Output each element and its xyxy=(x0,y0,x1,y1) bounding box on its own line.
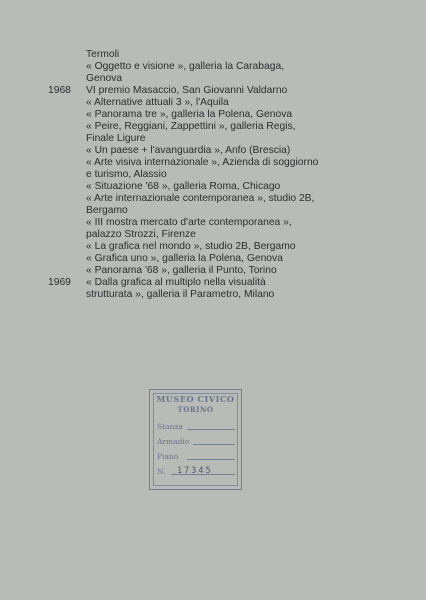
list-line xyxy=(0,181,426,193)
list-line xyxy=(0,217,426,229)
list-line xyxy=(0,109,426,121)
exhibition-text: Genova xyxy=(86,73,123,84)
list-line xyxy=(0,145,426,157)
exhibition-text: « Oggetto e visione », galleria la Carabaga, xyxy=(86,61,285,72)
list-line xyxy=(0,277,426,289)
list-line xyxy=(0,169,426,181)
list-line xyxy=(0,205,426,217)
exhibition-text: « Un paese + l'avanguardia », Anfo (Brescia) xyxy=(86,145,291,156)
exhibition-text: « Grafica uno », galleria la Polena, Genova xyxy=(86,253,283,264)
exhibition-text: « La grafica nel mondo », studio 2B, Bergamo xyxy=(86,241,296,252)
stamp-field-label: Armadio xyxy=(157,437,190,446)
stamp-title: MUSEO CIVICO xyxy=(156,394,235,404)
list-line xyxy=(0,289,426,301)
exhibition-text: « Dalla grafica al multiplo nella visualità xyxy=(86,277,266,288)
list-line xyxy=(0,193,426,205)
exhibition-text: « Arte internazionale contemporanea », studio 2B, xyxy=(86,193,315,204)
stamp-field-label: Piano xyxy=(157,452,179,461)
list-line xyxy=(0,121,426,133)
exhibition-text: e turismo, Alassio xyxy=(86,169,167,180)
list-line xyxy=(0,157,426,169)
stamp-field-stanza xyxy=(157,420,235,432)
exhibition-text: « Panorama tre », galleria la Polena, Genova xyxy=(86,109,293,120)
exhibition-text: « Alternative attuali 3 », l'Aquila xyxy=(86,97,229,108)
list-line xyxy=(0,97,426,109)
exhibition-text: « Arte visiva internazionale », Azienda di soggiorno xyxy=(86,157,319,168)
year-label: 1969 xyxy=(48,277,71,288)
list-line xyxy=(0,265,426,277)
exhibition-text: Finale Ligure xyxy=(86,133,146,144)
inventory-number: 17345 xyxy=(177,466,213,476)
stamp-field-armadio xyxy=(157,435,235,447)
exhibition-text: « III mostra mercato d'arte contemporanea », xyxy=(86,217,292,228)
stamp-subtitle: TORINO xyxy=(177,405,214,414)
stamp-field-number xyxy=(157,465,235,477)
stamp-field-rule xyxy=(193,444,235,445)
year-label: 1968 xyxy=(48,85,71,96)
exhibition-text: VI premio Masaccio, San Giovanni Valdarno xyxy=(86,85,288,96)
exhibition-text: « Situazione '68 », galleria Roma, Chicago xyxy=(86,181,281,192)
exhibition-text: Termoli xyxy=(86,49,120,60)
list-line xyxy=(0,229,426,241)
list-line xyxy=(0,241,426,253)
list-line xyxy=(0,49,426,61)
stamp-field-rule xyxy=(187,429,235,430)
stamp-field-rule xyxy=(187,459,235,460)
exhibition-text: « Peire, Reggiani, Zappettini », galleria Regis, xyxy=(86,121,296,132)
list-line xyxy=(0,61,426,73)
list-line xyxy=(0,253,426,265)
list-line xyxy=(0,73,426,85)
museum-stamp xyxy=(149,389,242,490)
exhibition-text: « Panorama '68 », galleria il Punto, Torino xyxy=(86,265,277,276)
stamp-field-label: N. xyxy=(157,467,166,476)
exhibition-list xyxy=(0,49,426,301)
exhibition-text: Bergamo xyxy=(86,205,128,216)
exhibition-text: palazzo Strozzi, Firenze xyxy=(86,229,196,240)
stamp-field-label: Stanza xyxy=(157,422,183,431)
list-line xyxy=(0,85,426,97)
list-line xyxy=(0,133,426,145)
exhibition-text: strutturata », galleria il Parametro, Milano xyxy=(86,289,275,300)
stamp-field-piano xyxy=(157,450,235,462)
